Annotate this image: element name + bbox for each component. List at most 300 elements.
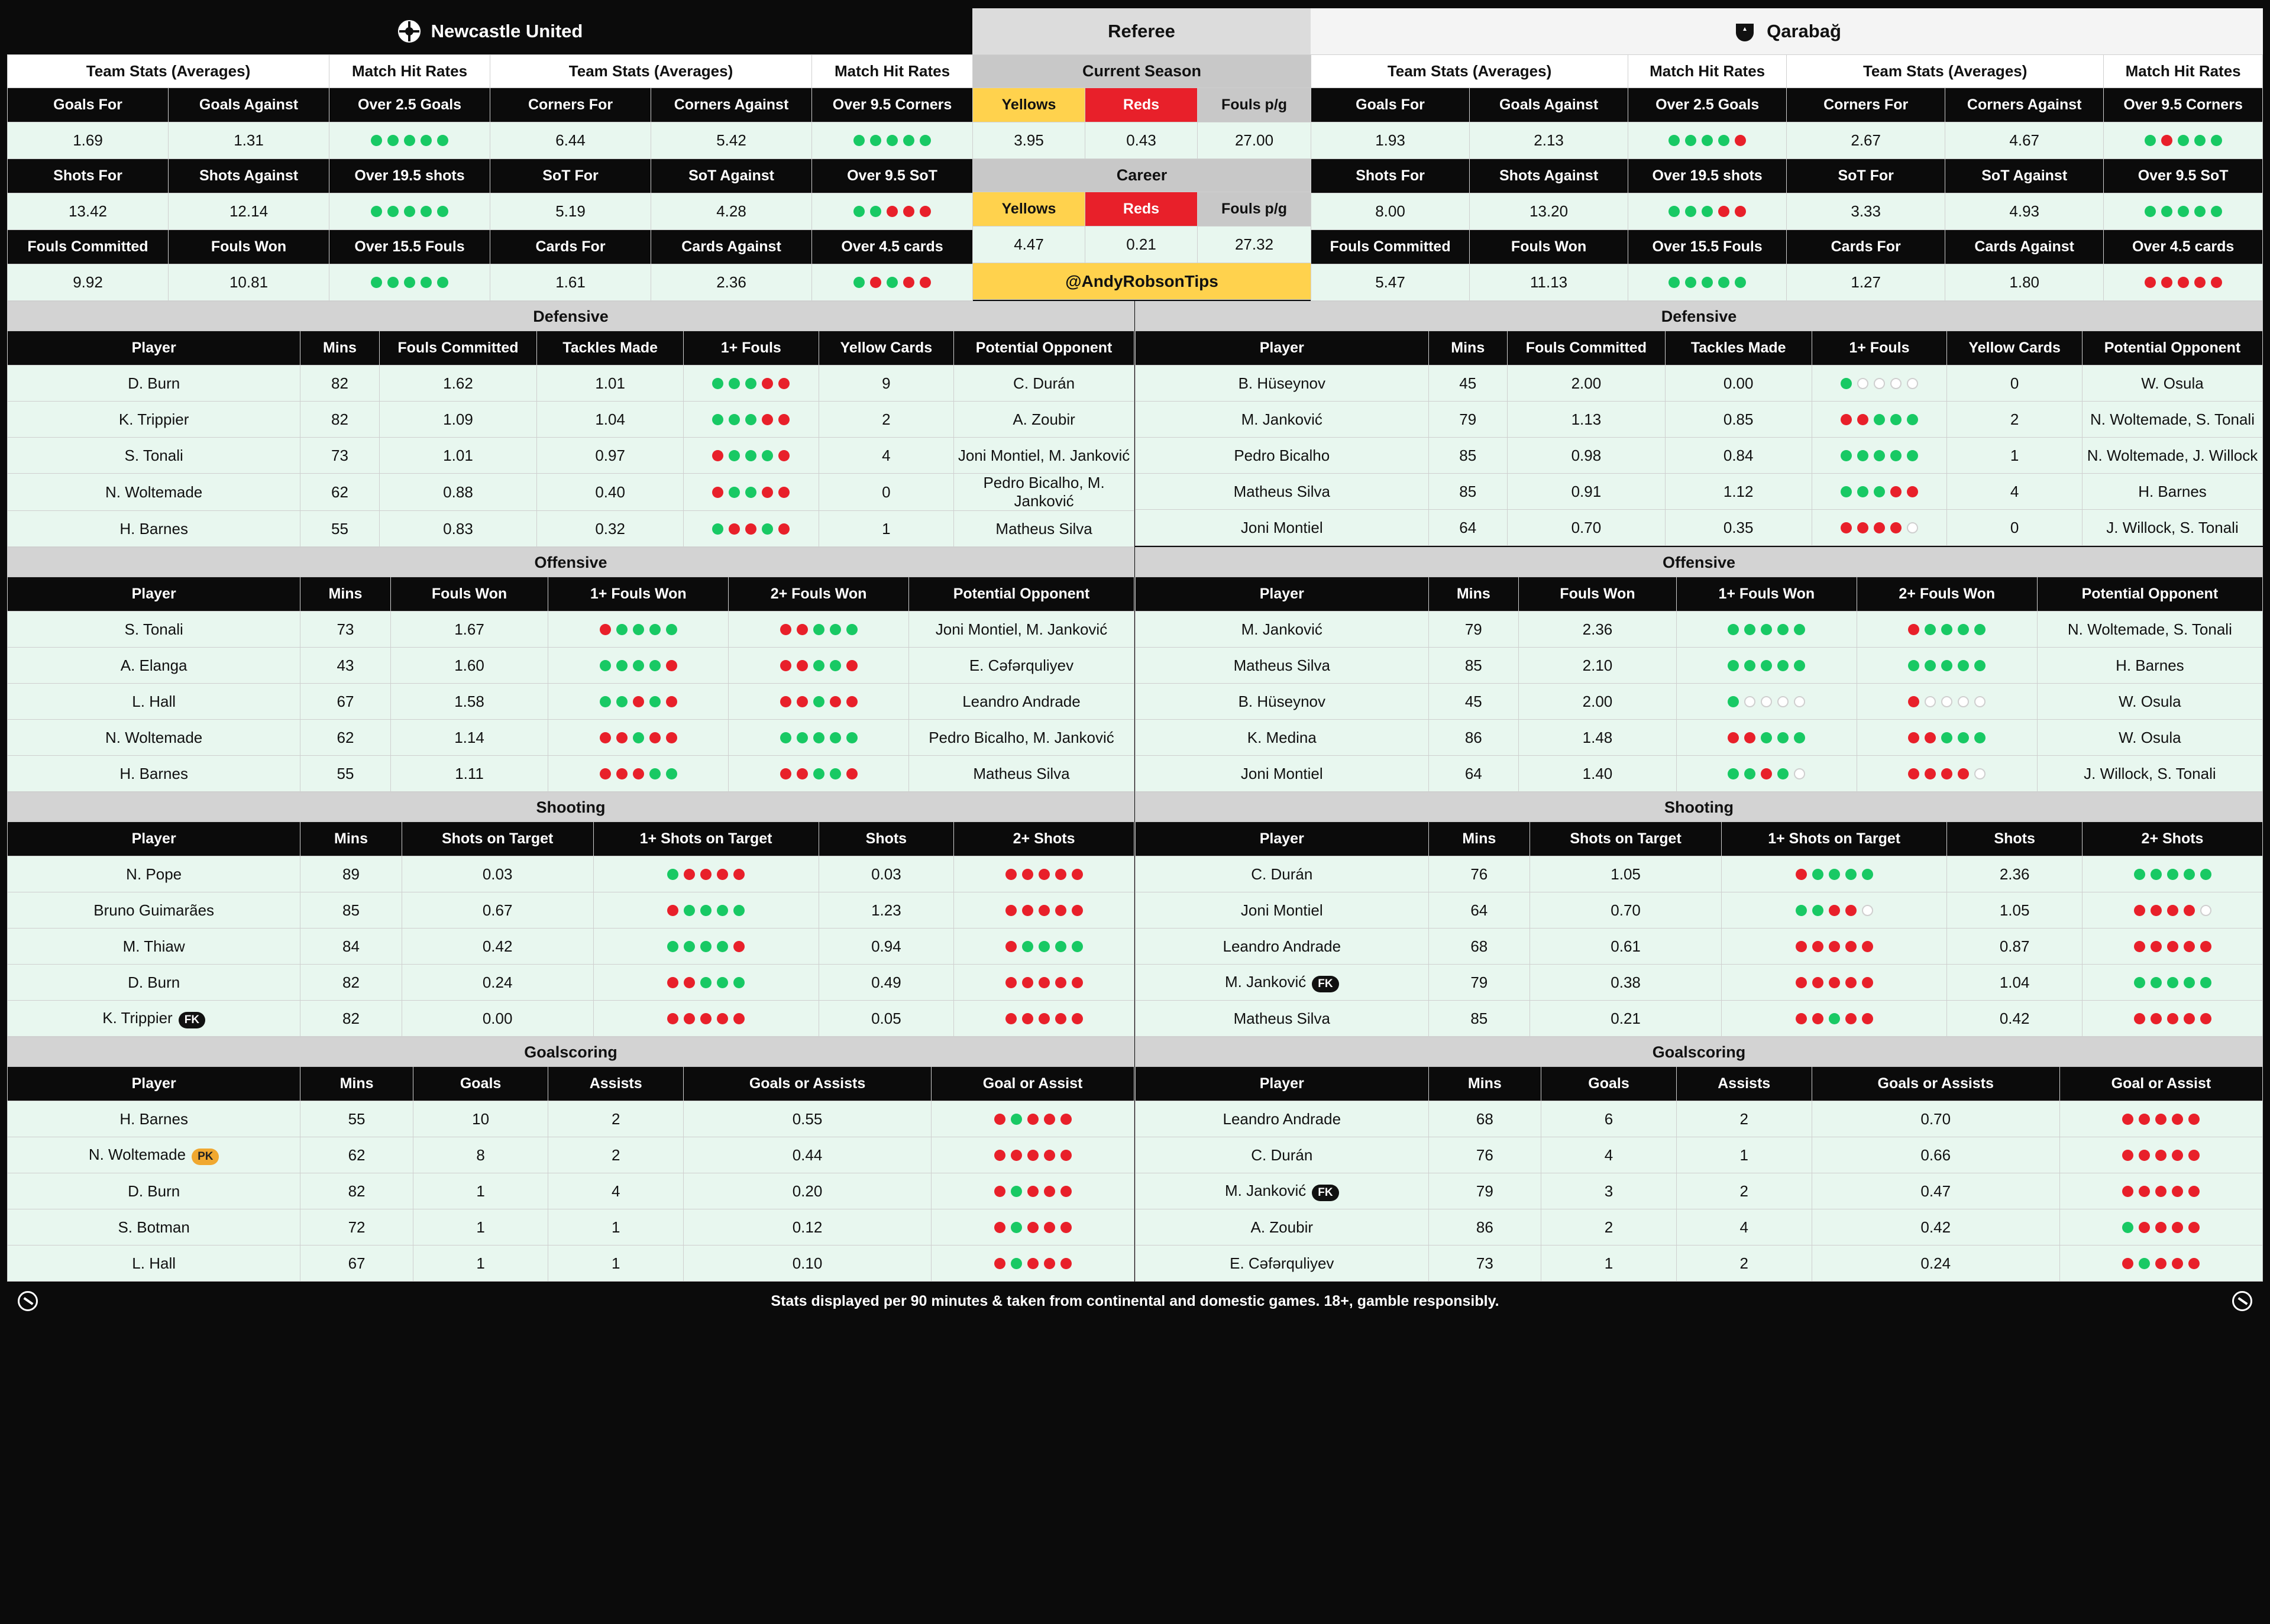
fouls-committed: 2.00: [1507, 365, 1665, 402]
table-row: [1136, 1209, 2263, 1246]
hit-rate-dots: [932, 1101, 1134, 1137]
player-name: Matheus Silva: [1136, 474, 1429, 510]
goals: 8: [413, 1137, 548, 1173]
yellow-cards: 1: [819, 511, 954, 547]
potential-opponent: Pedro Bicalho, M. Janković: [908, 720, 1134, 756]
fouls-committed: 0.70: [1507, 510, 1665, 546]
col-header: Player: [1136, 331, 1429, 365]
table-row: [8, 1101, 1134, 1137]
assists: 2: [548, 1137, 684, 1173]
hit-rate-dots: [1676, 756, 1857, 792]
footer-disclaimer: Stats displayed per 90 minutes & taken from continental and domestic games. 18+, gamble responsibly.: [771, 1292, 1499, 1309]
fouls-won: 1.14: [390, 720, 548, 756]
table-row: [8, 1246, 1134, 1282]
hit-rate-dots: [2083, 856, 2263, 892]
table-row: [1136, 648, 2263, 684]
shooting-section: [7, 792, 2263, 1037]
hit-rate-dots: [1628, 193, 1787, 230]
stat-value: 0.43: [1085, 122, 1198, 159]
away-stats: [1311, 54, 2263, 301]
away-stats-table: [1311, 54, 2263, 301]
stat-value: 1.93: [1311, 122, 1470, 159]
hit-rate-dots: [932, 1209, 1134, 1246]
brand-logo-right-icon: [2232, 1291, 2252, 1311]
table-row: [8, 1209, 1134, 1246]
hit-rate-dots: [1676, 684, 1857, 720]
col-header: SoT Against: [1945, 159, 2104, 193]
yellow-cards: 2: [819, 402, 954, 438]
tackles-made: 1.12: [1665, 474, 1812, 510]
yellow-cards: 4: [1947, 474, 2083, 510]
hit-rate-dots: [729, 684, 909, 720]
hit-rate-dots: [954, 965, 1134, 1001]
mins: 89: [300, 856, 402, 892]
col-header: Mins: [1428, 1067, 1541, 1101]
col-header: 1+ Fouls Won: [1676, 577, 1857, 612]
player-name: C. Durán: [1136, 1137, 1429, 1173]
col-header: Over 9.5 Corners: [812, 88, 973, 122]
shots-on-target: 0.42: [402, 929, 593, 965]
player-name: M. Janković: [1136, 402, 1429, 438]
hit-rate-dots: [1722, 929, 1947, 965]
brand-logo-left-icon: [18, 1291, 38, 1311]
hit-rate-dots: [932, 1137, 1134, 1173]
hit-rate-dots: [729, 612, 909, 648]
offensive-away: [1135, 547, 2263, 792]
col-header: Mins: [300, 822, 402, 856]
assists: 1: [548, 1209, 684, 1246]
hit-rate-dots: [1676, 720, 1857, 756]
col-header: Player: [8, 577, 300, 612]
potential-opponent: E. Cəfərquliyev: [908, 648, 1134, 684]
mins: 82: [300, 365, 379, 402]
player-name: M. Thiaw: [8, 929, 300, 965]
hit-rate-dots: [729, 756, 909, 792]
away-group-label-1: Match Hit Rates: [1628, 55, 1787, 88]
col-header: Goals: [413, 1067, 548, 1101]
col-header: Goals: [1541, 1067, 1677, 1101]
yellow-cards: 0: [1947, 510, 2083, 546]
home-group-label-3: Match Hit Rates: [812, 55, 973, 88]
offensive-title-away: Offensive: [1135, 547, 2263, 577]
shots-on-target: 0.38: [1530, 965, 1722, 1001]
table-row: [8, 648, 1134, 684]
yellow-cards: 0: [1947, 365, 2083, 402]
stat-value: 3.95: [973, 122, 1085, 159]
home-stats-table: [7, 54, 973, 301]
shots-on-target: 0.21: [1530, 1001, 1722, 1037]
col-header: Fouls Committed: [1507, 331, 1665, 365]
mins: 79: [1428, 612, 1518, 648]
hit-rate-dots: [1676, 648, 1857, 684]
hit-rate-dots: [548, 612, 729, 648]
potential-opponent: N. Woltemade, S. Tonali: [2037, 612, 2262, 648]
mins: 73: [300, 612, 390, 648]
player-name: S. Botman: [8, 1209, 300, 1246]
penalty-badge: PK: [192, 1149, 219, 1165]
stat-value: 27.32: [1198, 227, 1311, 263]
shooting-title-away: Shooting: [1135, 792, 2263, 821]
hit-rate-dots: [329, 264, 490, 301]
table-row: [1136, 510, 2263, 546]
qarabag-crest-icon: [1732, 19, 1757, 44]
shooting-home: [7, 792, 1135, 1037]
stat-value: 13.20: [1470, 193, 1628, 230]
potential-opponent: J. Willock, S. Tonali: [2037, 756, 2262, 792]
stat-value: 5.19: [490, 193, 651, 230]
player-name: Pedro Bicalho: [1136, 438, 1429, 474]
hit-rate-dots: [329, 193, 490, 230]
stat-value: 5.47: [1311, 264, 1470, 301]
team-stats-grid: [7, 54, 2263, 301]
referee-header: [972, 8, 1311, 54]
col-header: Shots Against: [169, 159, 329, 193]
hit-rate-dots: [1628, 264, 1787, 301]
fouls-committed: 0.83: [379, 511, 537, 547]
mins: 73: [1428, 1246, 1541, 1282]
potential-opponent: H. Barnes: [2083, 474, 2263, 510]
mins: 85: [300, 892, 402, 929]
mins: 84: [300, 929, 402, 965]
away-row1-headers: [1311, 159, 2263, 193]
shots: 0.49: [819, 965, 954, 1001]
table-row: [1136, 1101, 2263, 1137]
col-header: Over 2.5 Goals: [1628, 88, 1787, 122]
mins: 68: [1428, 929, 1530, 965]
stat-value: 1.69: [8, 122, 169, 159]
player-name: C. Durán: [1136, 856, 1429, 892]
fouls-won: 1.11: [390, 756, 548, 792]
shots: 0.42: [1947, 1001, 2083, 1037]
away-team-header: [1311, 8, 2263, 54]
hit-rate-dots: [2083, 929, 2263, 965]
shots-on-target: 0.70: [1530, 892, 1722, 929]
col-header: Mins: [300, 577, 390, 612]
shots-on-target: 0.03: [402, 856, 593, 892]
stat-value: 12.14: [169, 193, 329, 230]
hit-rate-dots: [683, 474, 819, 511]
table-row: [8, 438, 1134, 474]
col-header: Over 9.5 SoT: [812, 159, 973, 193]
away-group-label-3: Match Hit Rates: [2104, 55, 2263, 88]
defensive-away: [1135, 301, 2263, 547]
player-name: Joni Montiel: [1136, 756, 1429, 792]
shooting-away: [1135, 792, 2263, 1037]
mins: 55: [300, 511, 379, 547]
hit-rate-dots: [683, 511, 819, 547]
player-name: H. Barnes: [8, 511, 300, 547]
col-header: Fouls Won: [390, 577, 548, 612]
goals: 1: [1541, 1246, 1677, 1282]
player-name: Leandro Andrade: [1136, 1101, 1429, 1137]
col-header: Yellow Cards: [819, 331, 954, 365]
hit-rate-dots: [2059, 1101, 2262, 1137]
hit-rate-dots: [2104, 193, 2263, 230]
table-row: [8, 1137, 1134, 1173]
shots-on-target: 0.61: [1530, 929, 1722, 965]
offensive-title-home: Offensive: [7, 547, 1134, 577]
col-header: Potential Opponent: [954, 331, 1134, 365]
col-header: Fouls Won: [169, 230, 329, 264]
table-row: [1136, 684, 2263, 720]
col-header: Over 19.5 shots: [329, 159, 490, 193]
player-name: Matheus Silva: [1136, 1001, 1429, 1037]
mins: 82: [300, 965, 402, 1001]
player-name: B. Hüseynov: [1136, 684, 1429, 720]
stat-value: 2.13: [1470, 122, 1628, 159]
goalscoring-home-table: [7, 1066, 1134, 1282]
col-header: 1+ Shots on Target: [593, 822, 819, 856]
player-name: N. Pope: [8, 856, 300, 892]
hit-rate-dots: [954, 892, 1134, 929]
tackles-made: 0.85: [1665, 402, 1812, 438]
col-header: 1+ Shots on Target: [1722, 822, 1947, 856]
mins: 82: [300, 402, 379, 438]
hit-rate-dots: [1857, 648, 2037, 684]
mins: 79: [1428, 1173, 1541, 1209]
potential-opponent: Matheus Silva: [954, 511, 1134, 547]
hit-rate-dots: [548, 684, 729, 720]
player-name: M. Janković: [1224, 972, 1307, 991]
hit-rate-dots: [812, 193, 973, 230]
hit-rate-dots: [593, 892, 819, 929]
player-name: K. Trippier: [8, 402, 300, 438]
mins: 79: [1428, 965, 1530, 1001]
goals-or-assists: 0.47: [1812, 1173, 2059, 1209]
stat-value: 4.67: [1945, 122, 2104, 159]
assists: 2: [1676, 1101, 1812, 1137]
defensive-home: [7, 301, 1135, 547]
col-header: Goal or Assist: [932, 1067, 1134, 1101]
shots: 0.94: [819, 929, 954, 965]
home-stats: [7, 54, 972, 301]
stat-value: 4.93: [1945, 193, 2104, 230]
mins: 62: [300, 720, 390, 756]
col-header: Shots Against: [1470, 159, 1628, 193]
stat-value: 1.27: [1787, 264, 1945, 301]
player-name: Bruno Guimarães: [8, 892, 300, 929]
table-row: [1136, 965, 2263, 1001]
col-header: Over 9.5 Corners: [2104, 88, 2263, 122]
potential-opponent: A. Zoubir: [954, 402, 1134, 438]
player-name: Matheus Silva: [1136, 648, 1429, 684]
table-header-row: [8, 1067, 1134, 1101]
player-name: E. Cəfərquliyev: [1136, 1246, 1429, 1282]
table-header-row: [8, 331, 1134, 365]
stat-value: 1.80: [1945, 264, 2104, 301]
col-header: Assists: [1676, 1067, 1812, 1101]
fouls-won: 1.58: [390, 684, 548, 720]
col-header: Over 9.5 SoT: [2104, 159, 2263, 193]
hit-rate-dots: [683, 365, 819, 402]
goals-or-assists: 0.12: [683, 1209, 931, 1246]
goals: 1: [413, 1173, 548, 1209]
away-group-label-2: Team Stats (Averages): [1787, 55, 2104, 88]
referee-stats: [972, 54, 1311, 301]
hit-rate-dots: [2104, 122, 2263, 159]
yellow-cards: 4: [819, 438, 954, 474]
goals: 6: [1541, 1101, 1677, 1137]
col-header: Goals For: [8, 88, 169, 122]
col-header: Fouls Committed: [8, 230, 169, 264]
table-row: [1136, 365, 2263, 402]
table-row: [1136, 892, 2263, 929]
home-group-labels: [8, 55, 973, 88]
player-name-cell: [8, 1137, 300, 1173]
hit-rate-dots: [1857, 612, 2037, 648]
hit-rate-dots: [1812, 474, 1947, 510]
goalscoring-title-home: Goalscoring: [7, 1037, 1134, 1066]
shots: 1.23: [819, 892, 954, 929]
hit-rate-dots: [954, 1001, 1134, 1037]
footer: [7, 1284, 2263, 1318]
hit-rate-dots: [2083, 1001, 2263, 1037]
fouls-committed: 0.98: [1507, 438, 1665, 474]
away-group-label-0: Team Stats (Averages): [1311, 55, 1628, 88]
reds-header-career: Reds: [1085, 192, 1198, 227]
goalscoring-home: [7, 1037, 1135, 1282]
col-header: Assists: [548, 1067, 684, 1101]
player-name: M. Janković: [1224, 1181, 1307, 1199]
goalscoring-away: [1135, 1037, 2263, 1282]
table-row: [8, 612, 1134, 648]
col-header: Over 4.5 cards: [812, 230, 973, 264]
col-header: Fouls Committed: [1311, 230, 1470, 264]
stat-value: 4.28: [651, 193, 812, 230]
goals-or-assists: 0.24: [1812, 1246, 2059, 1282]
goalscoring-away-table: [1135, 1066, 2263, 1282]
col-header: Corners For: [490, 88, 651, 122]
col-header: Player: [8, 822, 300, 856]
away-row1-values: [1311, 193, 2263, 230]
table-row: [8, 684, 1134, 720]
hit-rate-dots: [1857, 684, 2037, 720]
assists: 1: [1676, 1137, 1812, 1173]
yellow-cards: 9: [819, 365, 954, 402]
col-header: Goal or Assist: [2059, 1067, 2262, 1101]
table-row: [8, 856, 1134, 892]
away-row2-values: [1311, 264, 2263, 301]
away-row0-headers: [1311, 88, 2263, 122]
top-header: [7, 8, 2263, 54]
mins: 82: [300, 1001, 402, 1037]
shots-on-target: 0.24: [402, 965, 593, 1001]
free-kick-badge: FK: [179, 1012, 205, 1028]
tackles-made: 0.97: [537, 438, 684, 474]
col-header: 2+ Shots: [2083, 822, 2263, 856]
hit-rate-dots: [1857, 720, 2037, 756]
col-header: Shots on Target: [1530, 822, 1722, 856]
current-season-label-row: [973, 55, 1311, 88]
table-row: [8, 1001, 1134, 1037]
hit-rate-dots: [2104, 264, 2263, 301]
col-header: SoT For: [490, 159, 651, 193]
goals-or-assists: 0.20: [683, 1173, 931, 1209]
col-header: Goals or Assists: [683, 1067, 931, 1101]
col-header: Corners Against: [1945, 88, 2104, 122]
goals: 1: [413, 1209, 548, 1246]
hit-rate-dots: [954, 929, 1134, 965]
col-header: 2+ Fouls Won: [1857, 577, 2037, 612]
mins: 73: [300, 438, 379, 474]
goalscoring-title-away: Goalscoring: [1135, 1037, 2263, 1066]
tackles-made: 0.32: [537, 511, 684, 547]
table-row: [8, 365, 1134, 402]
potential-opponent: J. Willock, S. Tonali: [2083, 510, 2263, 546]
free-kick-badge: FK: [1312, 1185, 1338, 1201]
table-row: [1136, 612, 2263, 648]
col-header: 1+ Fouls: [1812, 331, 1947, 365]
tackles-made: 1.01: [537, 365, 684, 402]
shooting-title-home: Shooting: [7, 792, 1134, 821]
stat-value: 10.81: [169, 264, 329, 301]
career-label-row: [973, 159, 1311, 192]
assists: 2: [1676, 1173, 1812, 1209]
hit-rate-dots: [932, 1246, 1134, 1282]
player-name: D. Burn: [8, 1173, 300, 1209]
home-row2-values: [8, 264, 973, 301]
promo-handle: @AndyRobsonTips: [973, 263, 1311, 300]
goals: 1: [413, 1246, 548, 1282]
hit-rate-dots: [1676, 612, 1857, 648]
col-header: Corners For: [1787, 88, 1945, 122]
home-row2-headers: [8, 230, 973, 264]
referee-headers-career: [973, 192, 1311, 227]
player-name: S. Tonali: [8, 438, 300, 474]
table-row: [8, 929, 1134, 965]
mins: 62: [300, 1137, 413, 1173]
col-header: Player: [1136, 577, 1429, 612]
col-header: SoT Against: [651, 159, 812, 193]
mins: 64: [1428, 756, 1518, 792]
offensive-away-table: [1135, 577, 2263, 792]
yellow-cards: 1: [1947, 438, 2083, 474]
col-header: Goals or Assists: [1812, 1067, 2059, 1101]
stat-value: 27.00: [1198, 122, 1311, 159]
table-row: [1136, 1173, 2263, 1209]
fouls-won: 1.67: [390, 612, 548, 648]
potential-opponent: H. Barnes: [2037, 648, 2262, 684]
hit-rate-dots: [2083, 892, 2263, 929]
col-header: Over 15.5 Fouls: [1628, 230, 1787, 264]
table-row: [8, 720, 1134, 756]
shots: 1.05: [1947, 892, 2083, 929]
col-header: Corners Against: [651, 88, 812, 122]
col-header: Over 4.5 cards: [2104, 230, 2263, 264]
hit-rate-dots: [548, 756, 729, 792]
player-name: H. Barnes: [8, 1101, 300, 1137]
mins: 55: [300, 1101, 413, 1137]
stat-value: 1.31: [169, 122, 329, 159]
hit-rate-dots: [2059, 1209, 2262, 1246]
hit-rate-dots: [932, 1173, 1134, 1209]
stat-value: 1.61: [490, 264, 651, 301]
player-name: Joni Montiel: [1136, 892, 1429, 929]
col-header: 2+ Shots: [954, 822, 1134, 856]
stat-value: 5.42: [651, 122, 812, 159]
player-name: H. Barnes: [8, 756, 300, 792]
tackles-made: 0.40: [537, 474, 684, 511]
potential-opponent: Joni Montiel, M. Janković: [908, 612, 1134, 648]
hit-rate-dots: [548, 648, 729, 684]
referee-career-values: [973, 227, 1311, 263]
col-header: Cards For: [490, 230, 651, 264]
table-header-row: [1136, 822, 2263, 856]
goals-or-assists: 0.10: [683, 1246, 931, 1282]
hit-rate-dots: [1722, 1001, 1947, 1037]
assists: 4: [548, 1173, 684, 1209]
stat-value: 4.47: [973, 227, 1085, 263]
